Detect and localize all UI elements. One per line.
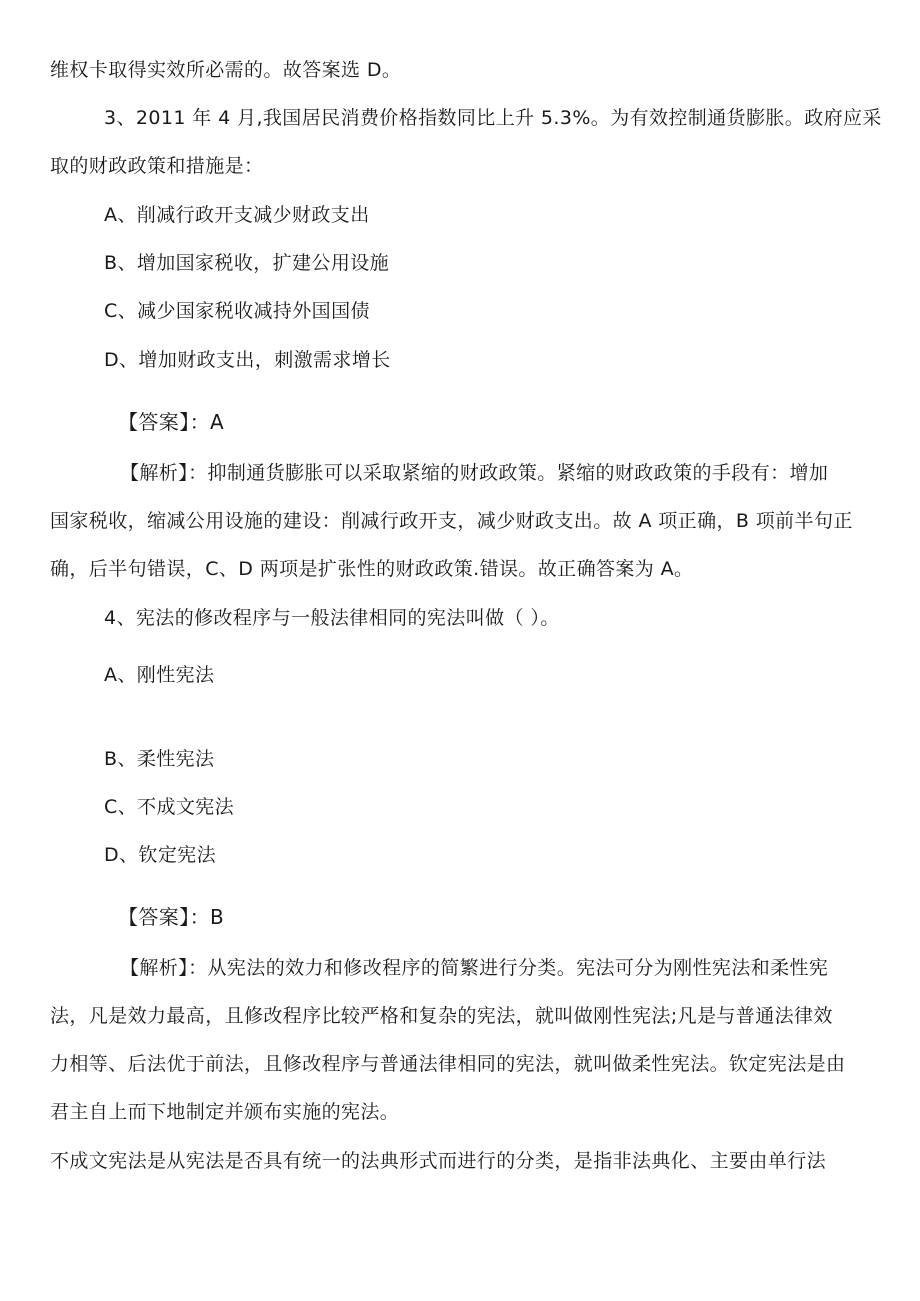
explanation-line: 法，凡是效力最高，且修改程序比较严格和复杂的宪法，就叫做刚性宪法;凡是与普通法律效 — [50, 1005, 833, 1027]
question-3-stem: 3、2011 年 4 月,我国居民消费价格指数同比上升 5.3%。为有效控制通货膨胀。政府应采 — [104, 107, 882, 129]
explanation-line: 【解析】：从宪法的效力和修改程序的简繁进行分类。宪法可分为刚性宪法和柔性宪 — [120, 957, 829, 979]
option-b: B、柔性宪法 — [104, 748, 215, 770]
question-3-stem-cont: 取的财政政策和措施是： — [50, 155, 264, 177]
explanation-line: 力相等、后法优于前法，且修改程序与普通法律相同的宪法，就叫做柔性宪法。钦定宪法是由 — [50, 1053, 846, 1075]
explanation-line: 国家税收，缩减公用设施的建设：削减行政开支，减少财政支出。故 A 项正确，B 项前半句正 — [50, 510, 853, 532]
option-a: A、削减行政开支减少财政支出 — [104, 204, 370, 226]
explanation-line: 不成文宪法是从宪法是否具有统一的法典形式而进行的分类，是指非法典化、主要由单行法 — [50, 1150, 827, 1172]
explanation-line: 【解析】：抑制通货膨胀可以采取紧缩的财政政策。紧缩的财政政策的手段有：增加 — [120, 462, 829, 484]
text-line: 维权卡取得实效所必需的。故答案选 D。 — [50, 59, 402, 81]
question-4-stem: 4、宪法的修改程序与一般法律相同的宪法叫做（ ）。 — [104, 607, 560, 629]
option-b: B、增加国家税收，扩建公用设施 — [104, 252, 390, 274]
option-c: C、减少国家税收减持外国国债 — [104, 300, 370, 322]
option-c: C、不成文宪法 — [104, 796, 235, 818]
explanation-line: 君主自上而下地制定并颁布实施的宪法。 — [50, 1101, 400, 1123]
option-d: D、增加财政支出，刺激需求增长 — [104, 349, 391, 371]
option-a: A、刚性宪法 — [104, 664, 215, 686]
option-d: D、钦定宪法 — [104, 844, 217, 866]
explanation-line: 确，后半句错误，C、D 两项是扩张性的财政政策.错误。故正确答案为 A。 — [50, 558, 694, 580]
answer-label: 【答案】：B — [118, 905, 225, 929]
answer-label: 【答案】：A — [118, 410, 225, 434]
